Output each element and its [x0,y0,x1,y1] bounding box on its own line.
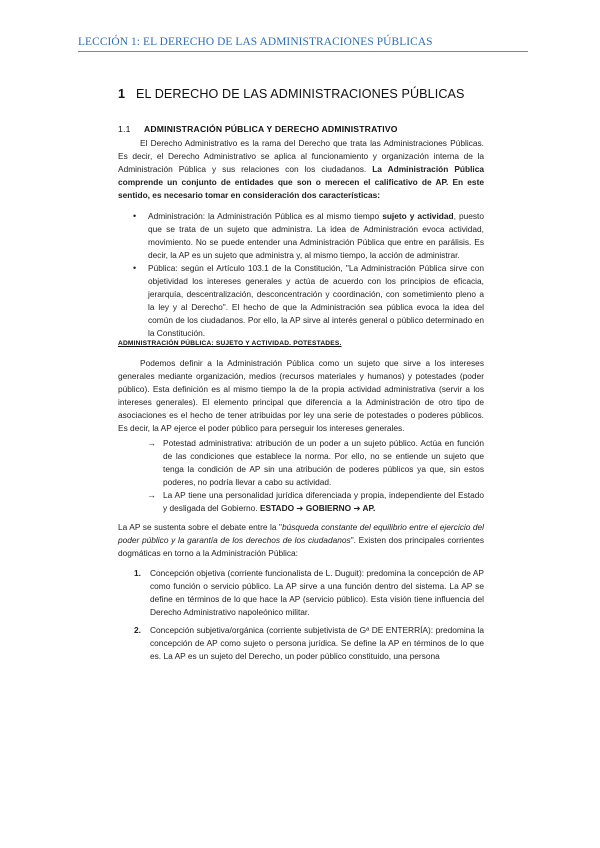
subsection-title: ADMINISTRACIÓN PÚBLICA Y DERECHO ADMINISTRATIVO [144,124,398,134]
section-heading [118,87,465,101]
bullet-icon: • [133,211,137,221]
characteristics-list [132,210,484,340]
intro-text: El Derecho Administrativo es la rama del Derecho que trata las Administraciones Públicas. Es decir, el Derecho Administrativo se aplica al funcionamiento y organización interna de la Administración Pública y sus relaciones con los ciudadanos. [118,138,484,174]
item-number: 2. [134,625,141,635]
list-item [132,210,484,262]
debate-text: La AP se sustenta sobre el debate entre la " [118,522,282,532]
bullet-icon: • [133,263,137,273]
arrow-item-text: La AP tiene una personalidad jurídica diferenciada y propia, independiente del Estado y desligada del Gobierno. [163,490,484,513]
definition-paragraph: Podemos definir a la Administración Pública como un sujeto que sirve a los intereses generales mediante organización, medios (recursos materiales y humanos) y potestades (poder público). Esta definición es al mismo tiempo la de la propia actividad administrativa (servir a los intereses generales). El elemento principal que diferencia a la Administración de otro tipo de asociaciones es el hecho de tener atribuidas por ley una serie de potestades o poderes públicos. Es decir, la AP ejerce el poder público para perseguir los intereses generales. [118,358,484,433]
bullet-text: Pública: según el Artículo 103.1 de la Constitución, "La Administración Pública sirve con objetividad los intereses generales y actúa de acuerdo con los principios de eficacia, jerarquía, descentralización, desconcentración y coordinación, con sometimiento pleno a la ley y al Derecho". El hecho de que la Administración sea pública evoca la idea del común de los ciudadanos. Por ello, la AP sirve al interés general o público determinado en la Constitución. [148,263,484,338]
doctrinal-currents-list [134,567,484,668]
intro-bold-text: La Administración Pública comprende un conjunto de entidades que son o merecen el calificativo de AP. En este sentido, es necesario tomar en consideración dos características: [118,164,484,200]
bullet-bold-text: sujeto y actividad [382,211,454,221]
list-item [134,624,484,663]
numbered-item-text: Concepción subjetiva/orgánica (corriente subjetivista de Gª DE ENTERRÍA): predomina la concepción de AP como sujeto o persona jurídica. Se define la AP en términos de lo que es. La AP es un sujeto del Derecho, un poder público constituido, una persona [150,625,484,661]
section-number: 1 [118,87,126,101]
arrow-right-icon: → [147,438,156,448]
list-item [134,567,484,619]
debate-paragraph [118,521,484,560]
intro-paragraph [118,137,484,202]
numbered-item-text: Concepción objetiva (corriente funcionalista de L. Duguit): predomina la concepción de AP como función o servicio público. La AP sirve a una función dentro del sistema. La AP se define en términos de lo que hace la AP (servicio público). Esta visión tiene influencia del Derecho Administrativo napoleónico militar. [150,568,484,617]
subsection-heading [118,124,398,134]
debate-text: ". Existen dos principales corrientes dogmáticas en torno a la Administración Pública: [118,535,484,558]
arrow-item-text: Potestad administrativa: atribución de un poder a un sujeto público. Actúa en función de las condiciones que establece la norma. Por ello, no se entiende un sujeto que tenga la condición de AP sin una atribución de poderes públicos ya que, sin estos poderes, no podría llevar a cabo su actividad. [163,438,484,487]
debate-italic-text: búsqueda constante del equilibrio entre el ejercicio del poder público y la garantía de los derechos de los ciudadanos [118,522,484,545]
arrow-item-bold-text: ESTADO ➔ GOBIERNO ➔ AP. [259,503,376,513]
list-item [132,262,484,340]
bullet-text: , puesto que se trata de un sujeto que administra. La idea de Administración evoca actividad, movimiento. No se puede entender una Administración Pública que entre en parálisis. Es decir, la AP es un sujeto que administra y, al mismo tiempo, la acción de administrar. [148,211,484,260]
section-title: EL DERECHO DE LAS ADMINISTRACIONES PÚBLICAS [136,87,465,101]
subsection-number: 1.1 [118,124,131,134]
item-number: 1. [134,568,141,578]
topic-subheading: ADMINISTRACIÓN PÚBLICA: SUJETO Y ACTIVIDAD. POTESTADES. [118,340,342,347]
list-item [147,437,484,489]
list-item [147,489,484,515]
bullet-text: Administración: la Administración Pública es al mismo tiempo [148,211,383,221]
potestades-list [147,437,484,515]
arrow-right-icon: → [147,490,156,500]
running-header: LECCIÓN 1: EL DERECHO DE LAS ADMINISTRACIONES PÚBLICAS [78,36,528,52]
